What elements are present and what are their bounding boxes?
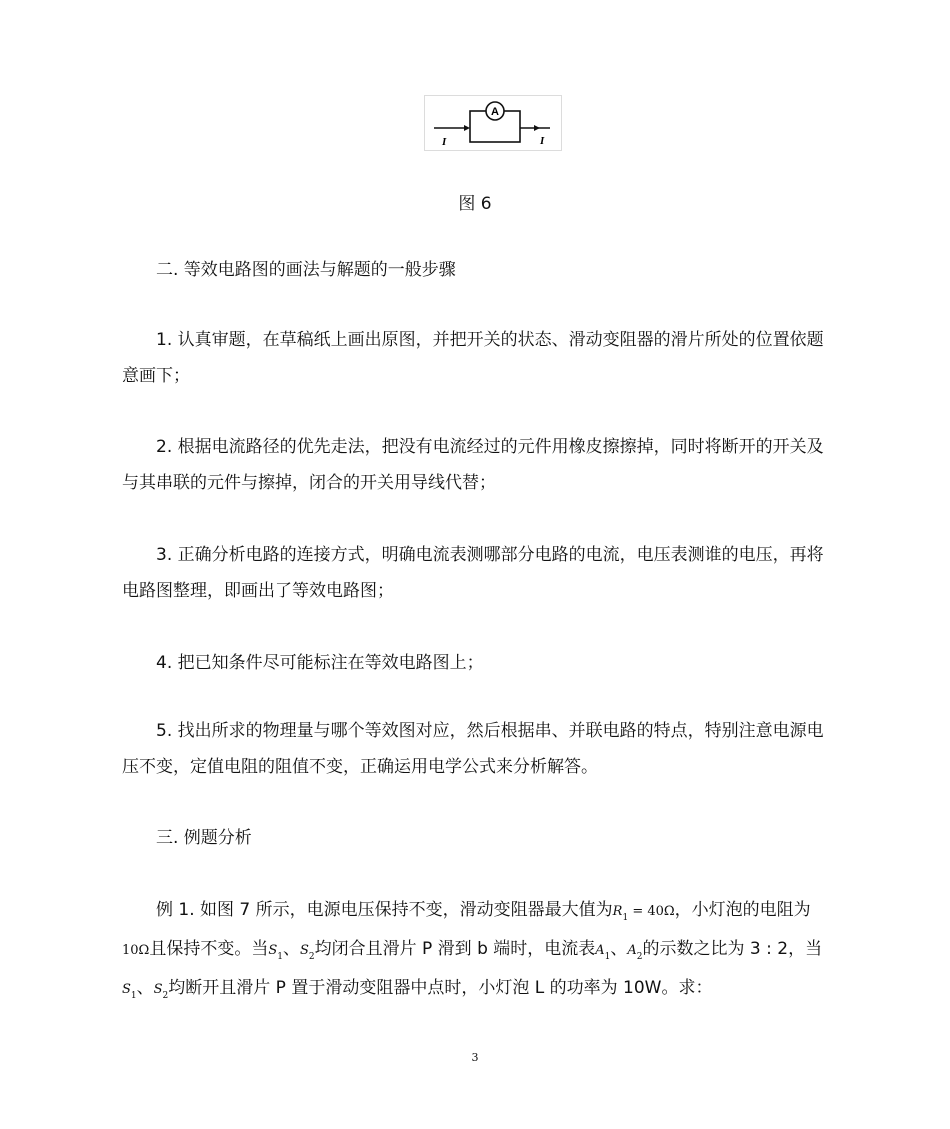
s2-subscript: 2	[308, 952, 315, 962]
circuit-figure	[424, 95, 562, 151]
s2-symbol-b: S	[153, 982, 163, 997]
section-heading-3: 三. 例题分析	[156, 828, 252, 848]
example-text-6: 均断开且滑片 P 置于滑动变阻器中点时，小灯泡 L 的功率为 10W。求：	[168, 978, 713, 998]
left-current-label: I	[442, 136, 447, 148]
r1-subscript: 1	[622, 913, 629, 923]
a2-symbol: A	[627, 943, 637, 958]
step-2: 2. 根据电流路径的优先走法，把没有电流经过的元件用橡皮擦擦掉，同时将断开的开关及与其串联的元件与擦掉，闭合的开关用导线代替；	[122, 437, 824, 493]
s1-symbol: S	[268, 943, 278, 958]
r1-symbol: R	[612, 904, 623, 919]
a1-symbol: A	[595, 943, 605, 958]
s1-symbol-b: S	[122, 982, 131, 997]
page-number: 3	[471, 1051, 479, 1064]
example-text-5: 的示数之比为 3 : 2，当	[642, 939, 823, 959]
section-heading-2: 二. 等效电路图的画法与解题的一般步骤	[156, 260, 456, 280]
ammeter-circuit-diagram	[424, 95, 562, 151]
right-current-label: I	[540, 135, 545, 147]
figure-caption: 图 6	[458, 194, 492, 214]
example-text-3: 且保持不变。当	[149, 939, 269, 959]
a1-subscript: 1	[604, 952, 611, 962]
ammeter-label: A	[491, 106, 499, 118]
right-arrow	[534, 125, 540, 131]
a2-subscript: 2	[636, 952, 643, 962]
separator-2: 、	[610, 939, 628, 959]
left-arrow	[464, 125, 470, 131]
bulb-resistance: 10Ω	[122, 943, 150, 958]
s2-symbol: S	[299, 943, 309, 958]
s2-subscript-b: 2	[162, 991, 169, 1001]
separator-1: 、	[282, 939, 300, 959]
separator-3: 、	[136, 978, 154, 998]
step-5: 5. 找出所求的物理量与哪个等效图对应，然后根据串、并联电路的特点，特别注意电源电压不变，定值电阻的阻值不变，正确运用电学公式来分析解答。	[122, 721, 824, 777]
r1-value: = 40Ω	[628, 904, 675, 919]
example-text-4: 均闭合且滑片 P 滑到 b 端时，电流表	[314, 939, 596, 959]
s1-subscript-b: 1	[130, 991, 137, 1001]
step-3: 3. 正确分析电路的连接方式，明确电流表测哪部分电路的电流，电压表测谁的电压，再将电路图整理，即画出了等效电路图；	[122, 545, 824, 601]
step-4: 4. 把已知条件尽可能标注在等效电路图上；	[156, 653, 484, 673]
example-text-1: 例 1. 如图 7 所示，电源电压保持不变，滑动变阻器最大值为	[156, 900, 613, 920]
example-1	[122, 892, 834, 1009]
s1-subscript: 1	[277, 952, 283, 962]
step-1: 1. 认真审题，在草稿纸上画出原图，并把开关的状态、滑动变阻器的滑片所处的位置依题意画下；	[122, 330, 824, 386]
example-text-2: ，小灯泡的电阻为	[674, 900, 811, 920]
